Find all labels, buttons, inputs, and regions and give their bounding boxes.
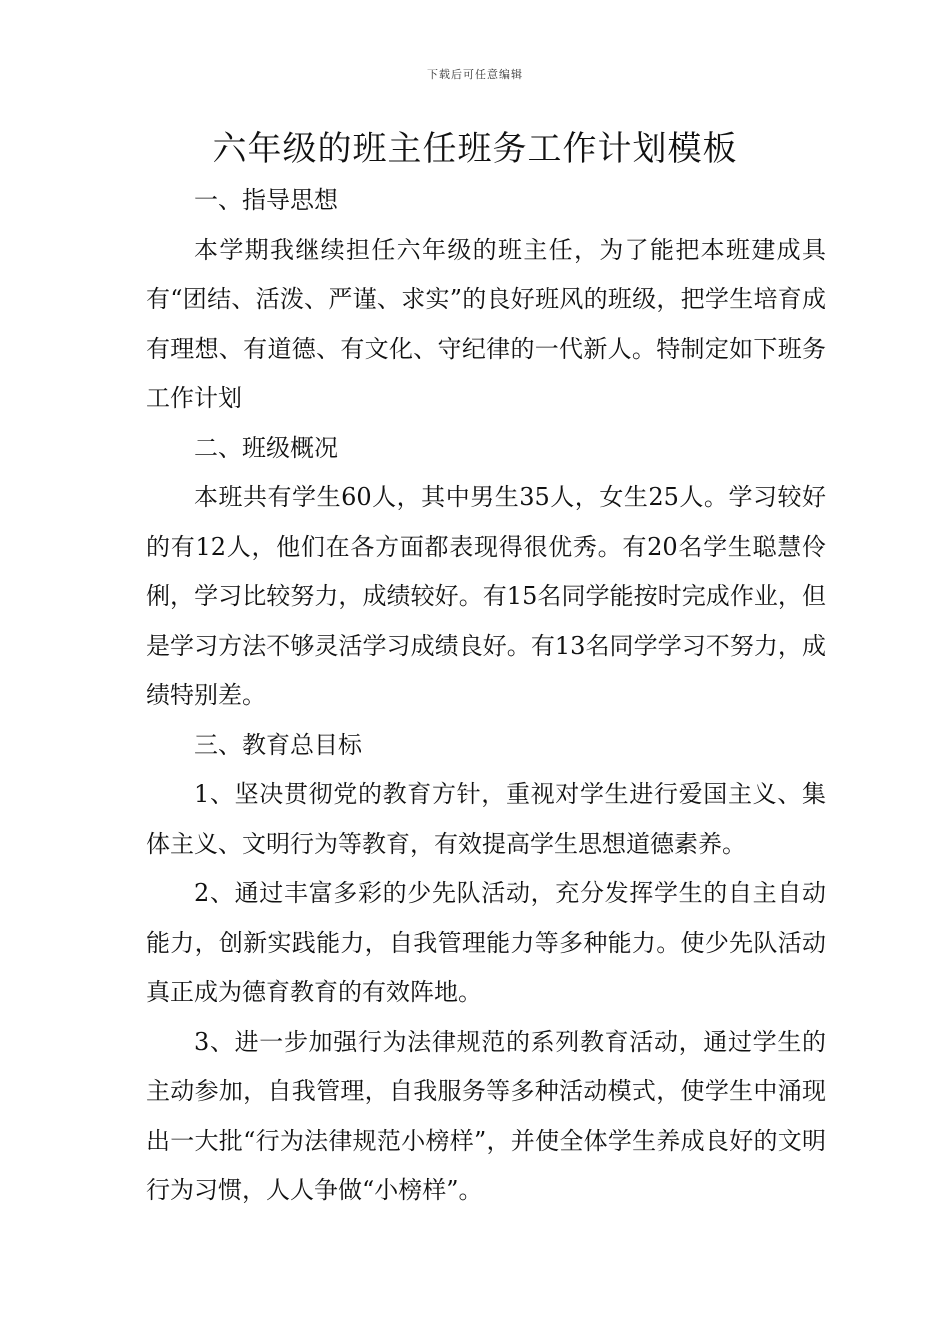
document-body	[146, 176, 826, 1216]
paragraph-goal-2: 2、通过丰富多彩的少先队活动，充分发挥学生的自主自动能力，创新实践能力，自我管理能力等多种能力。使少先队活动真正成为德育教育的有效阵地。	[146, 879, 826, 1006]
section-heading-guiding-ideology: 一、指导思想	[194, 186, 338, 214]
paragraph-goal-3: 3、进一步加强行为法律规范的系列教育活动，通过学生的主动参加，自我管理，自我服务等多种活动模式，使学生中涌现出一大批“行为法律规范小榜样”，并使全体学生养成良好的文明行为习惯，人人争做“小榜样”。	[146, 1027, 826, 1204]
paragraph-goal-1: 1、坚决贯彻党的教育方针，重视对学生进行爱国主义、集体主义、文明行为等教育，有效提高学生思想道德素养。	[146, 780, 826, 858]
paragraph-class-overview: 本班共有学生60人，其中男生35人，女生25人。学习较好的有12人，他们在各方面都表现得很优秀。有20名学生聪慧伶俐，学习比较努力，成绩较好。有15名同学能按时完成作业，但是学习方法不够灵活学习成绩良好。有13名同学学习不努力，成绩特别差。	[146, 483, 826, 709]
section-heading-education-goals: 三、教育总目标	[194, 730, 362, 759]
paragraph-guiding-ideology: 本学期我继续担任六年级的班主任，为了能把本班建成具有“团结、活泼、严谨、求实”的良好班风的班级，把学生培育成有理想、有道德、有文化、守纪律的一代新人。特制定如下班务工作计划	[146, 235, 826, 412]
document-title: 六年级的班主任班务工作计划模板	[212, 129, 738, 169]
header-note: 下载后可任意编辑	[427, 68, 523, 81]
section-heading-class-overview: 二、班级概况	[194, 433, 338, 462]
